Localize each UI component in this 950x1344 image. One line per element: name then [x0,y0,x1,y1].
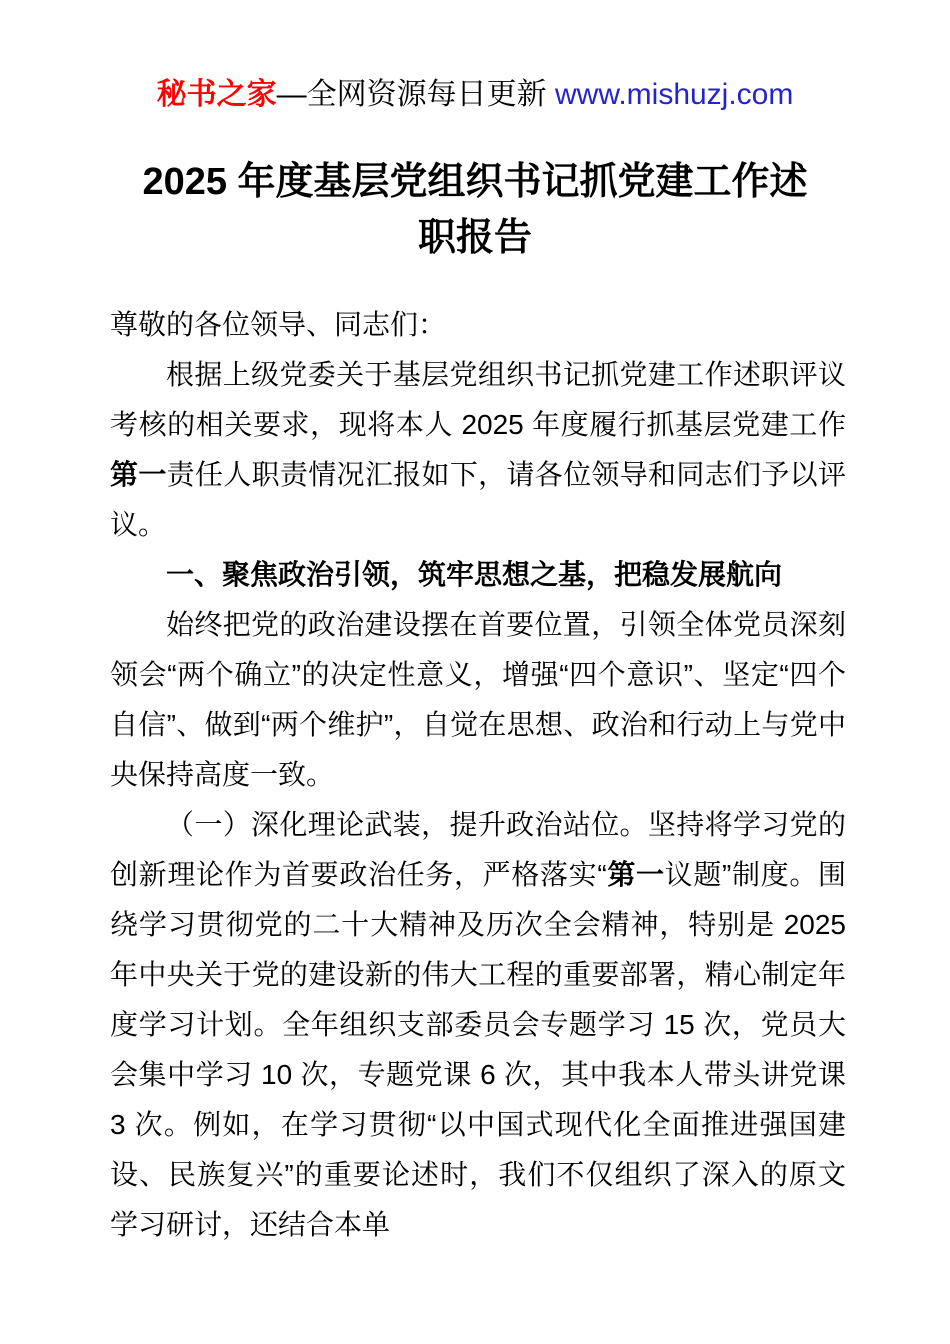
paragraph [110,350,846,550]
document-title: 2025 年度基层党组织书记抓党建工作述职报告 [142,161,808,259]
text-run: 尊敬的各位领导、同志们： [110,309,447,340]
text-run-bold: 第一 [110,459,167,490]
text-run: 始终把党的政治建设摆在首要位置，引领全体党员深刻领会“两个确立”的决定性意义，增强“四个意识”、坚定“四个自信”、做到“两个维护”，自觉在思想、政治和行动上与党中央保持高度一致。 [110,609,846,790]
header-separator: — [276,78,307,111]
text-run: 议题”制度。围绕学习贯彻党的二十大精神及历次全会精神，特别是 2025 年中央关于党的建设新的伟大工程的重要部署，精心制定年度学习计划。全年组织支部委员会专题学习 15 次，党员大会集中学习 10 次，专题党课 6 次，其中我本人带头讲党课 3 次。例如，在学习贯彻“以中国式现代化全面推进强国建设、民族复兴”的重要论述时，我们不仅组织了深入的原文学习研讨，还结合本单 [110,859,846,1240]
text-run: （一）深化理论武装，提升政治站位。坚持将学习党的创新理论作为首要政治任务，严格落实“ [110,809,846,890]
document-body [110,300,846,1250]
paragraph [110,600,846,800]
paragraph [110,550,846,600]
site-url-link[interactable]: www.mishuzj.com [554,78,794,111]
text-run: 根据上级党委关于基层党组织书记抓党建工作述职评议考核的相关要求，现将本人 2025 年度履行抓基层党建工作 [110,359,846,440]
site-header [0,76,950,114]
paragraph [110,800,846,1250]
text-run-bold: 第一 [606,859,665,890]
paragraph [110,300,846,350]
text-run: 责任人职责情况汇报如下，请各位领导和同志们予以评议。 [110,459,846,540]
text-run-bold: 一、聚焦政治引领，筑牢思想之基，把稳发展航向 [166,559,783,590]
site-name: 秘书之家 [156,78,277,111]
header-tagline: 全网资源每日更新 [306,78,547,111]
